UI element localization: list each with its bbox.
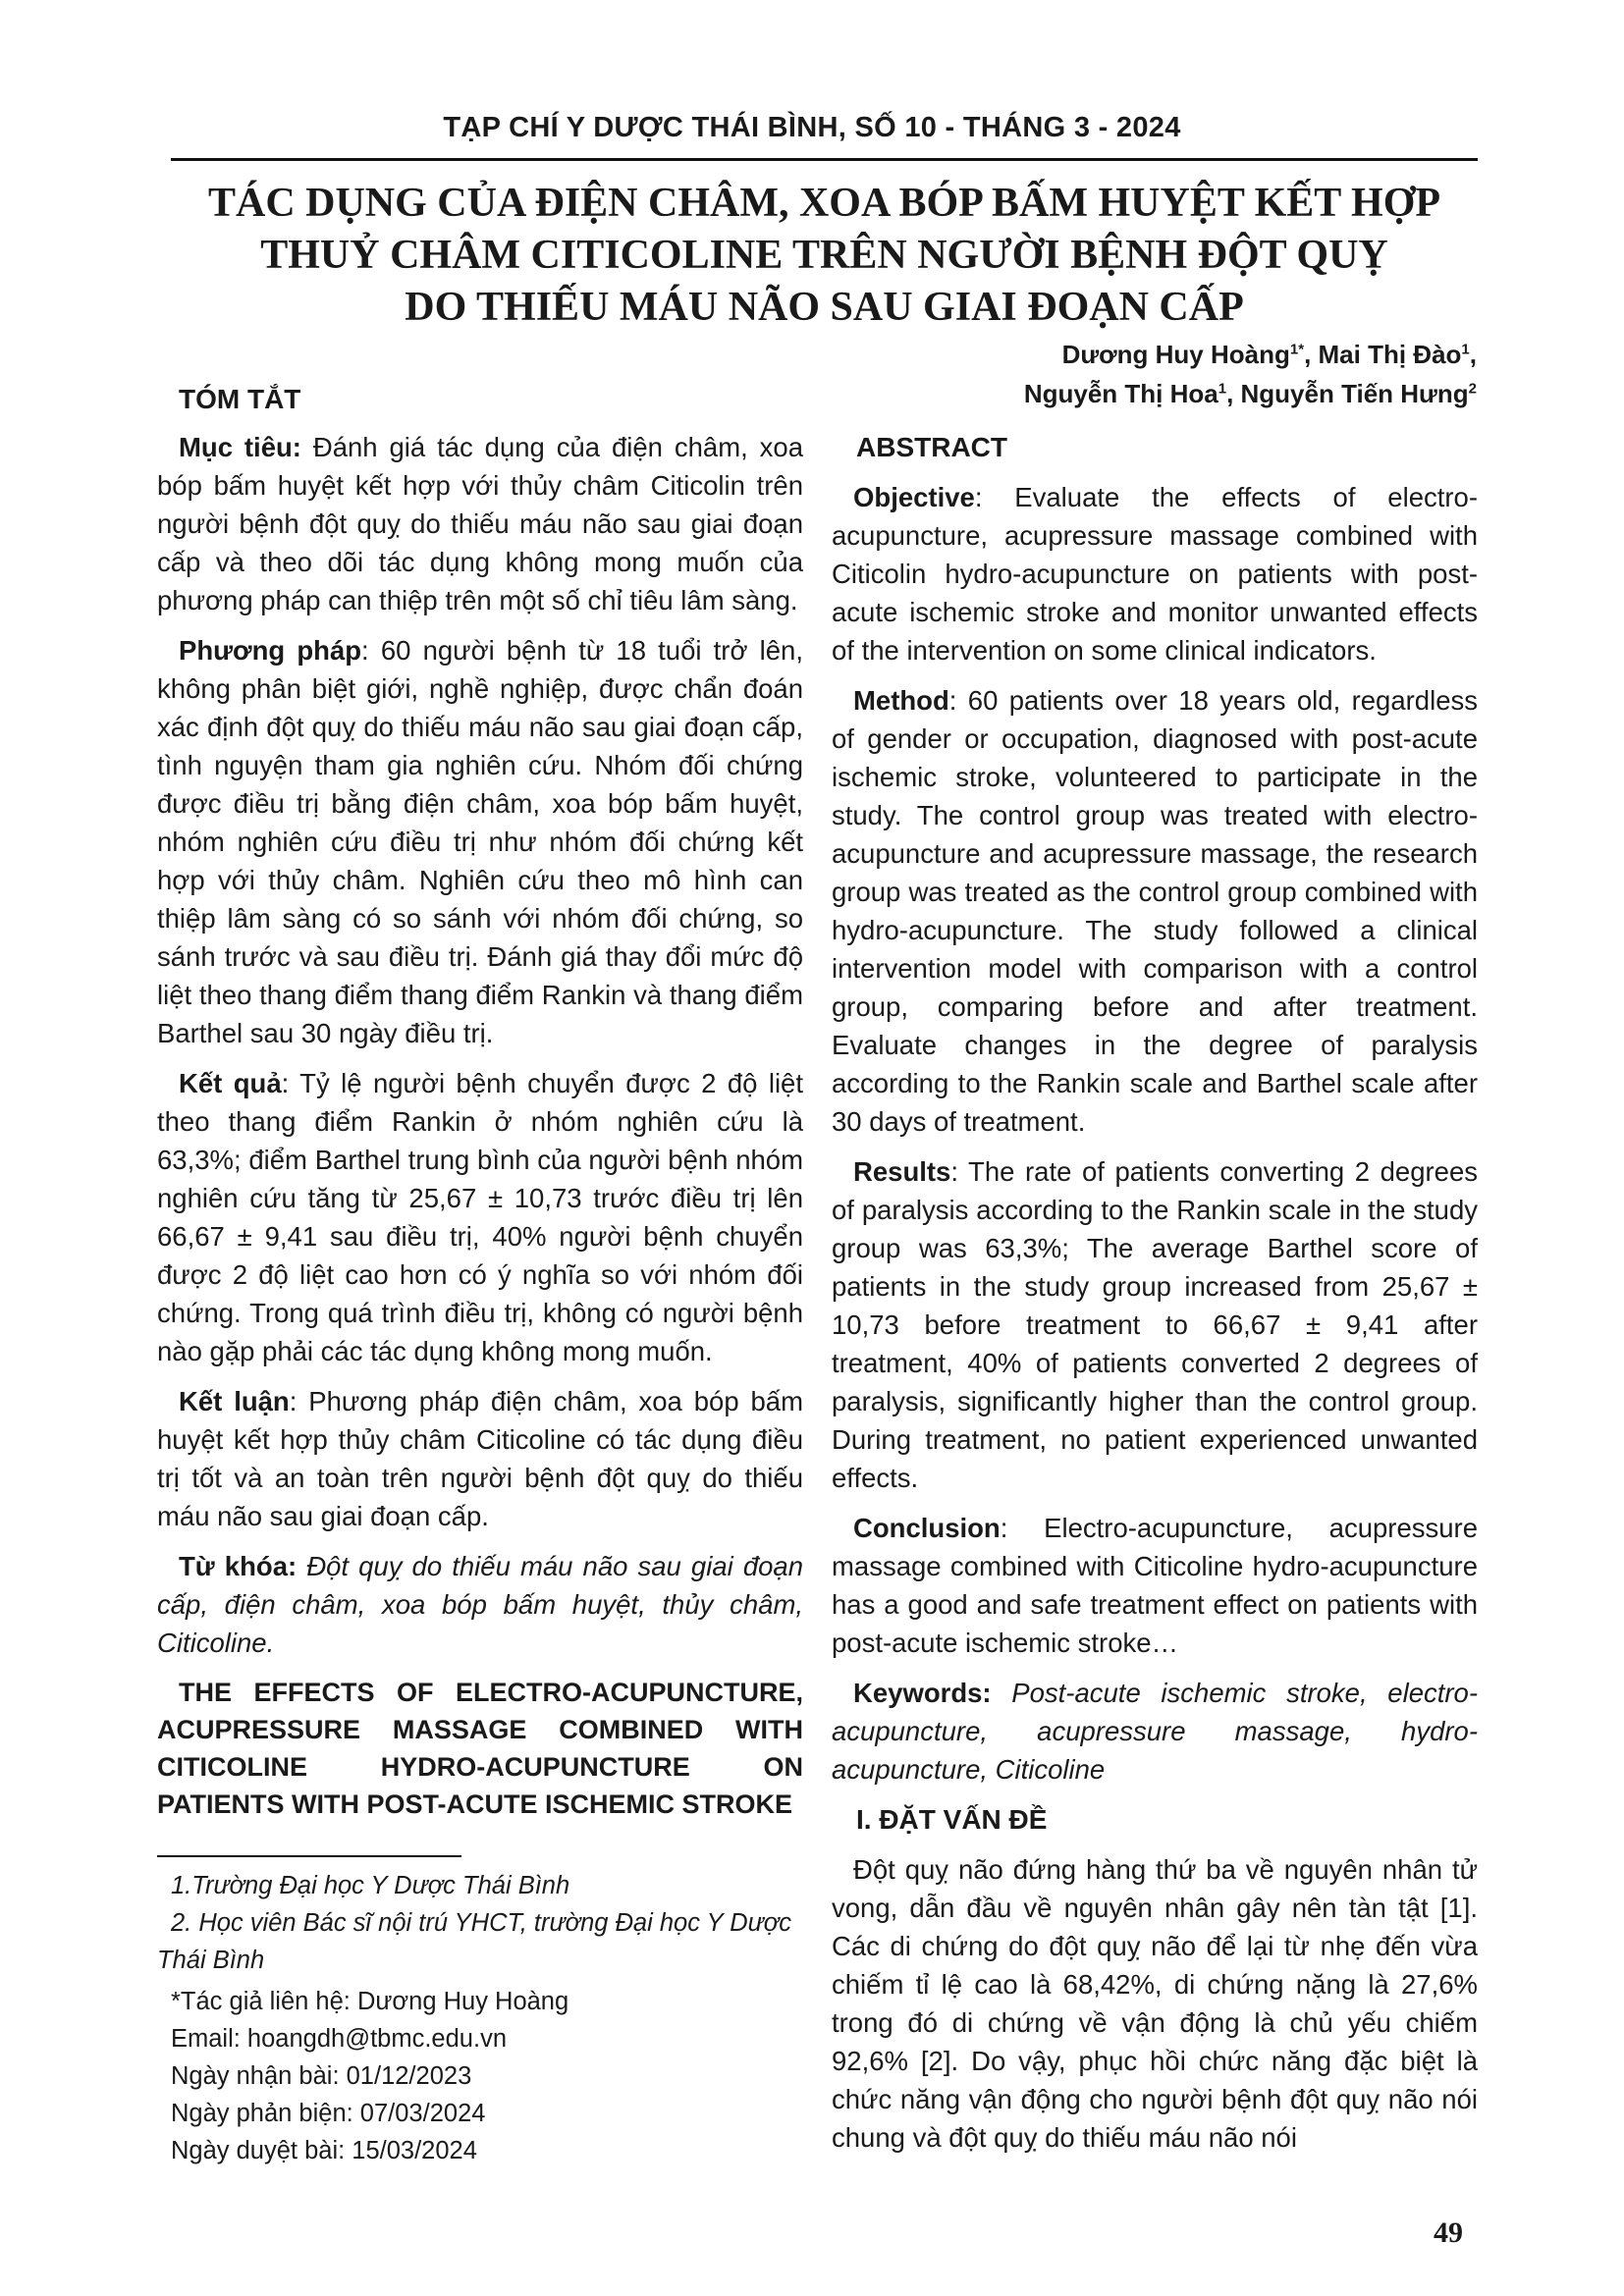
author-affiliation: 2 bbox=[1468, 380, 1477, 398]
right-column bbox=[832, 428, 1478, 2168]
date-received: Ngày nhận bài: 01/12/2023 bbox=[171, 2062, 472, 2090]
author-affiliation: 1 bbox=[1461, 341, 1470, 358]
author-name: Nguyễn Thị Hoa bbox=[1023, 379, 1218, 408]
date-accepted: Ngày duyệt bài: 15/03/2024 bbox=[171, 2137, 477, 2164]
section-1-heading: I. ĐẶT VẤN ĐỀ bbox=[856, 1804, 1048, 1835]
en-keywords: Keywords: Post-acute ischemic stroke, electro-acupuncture, acupressure massage, hydro-acupuncture, Citicoline bbox=[832, 1678, 1478, 1785]
journal-header: TẠP CHÍ Y DƯỢC THÁI BÌNH, SỐ 10 - THÁNG 3 - 2024 bbox=[443, 112, 1181, 143]
email: Email: hoangdh@tbmc.edu.vn bbox=[171, 2025, 507, 2053]
left-column bbox=[157, 380, 803, 1835]
author-line-2: Nguyễn Thị Hoa$^1$, Nguyễn Tiến Hưng$^2$ bbox=[1023, 379, 1477, 408]
header-rule bbox=[171, 158, 1478, 161]
en-conclusion: Conclusion: Electro-acupuncture, acupressure massage combined with Citicoline hydro-acupuncture has a good and safe treatment effect on patients with post-acute ischemic stroke… bbox=[832, 1513, 1478, 1658]
en-results: Results: The rate of patients converting 2 degrees of paralysis according to the Rankin scale in the study group was 63,3%; The average Barthel score of patients in the study group increased from 25,67 ± 10,73 before treatment to 66,67 ± 9,41 after treatment, 40% of patients converted 2 degrees of paralysis, significantly higher than the control group. During treatment, no patient experienced unwanted effects. bbox=[832, 1156, 1478, 1493]
corresponding-author: *Tác giả liên hệ: Dương Huy Hoàng bbox=[171, 1988, 569, 2015]
author-name: Nguyễn Tiến Hưng bbox=[1240, 379, 1469, 408]
en-abstract-heading: ABSTRACT bbox=[856, 432, 1007, 462]
author-name: Mai Thị Đào bbox=[1318, 340, 1462, 369]
author-affiliation: 1* bbox=[1289, 341, 1305, 358]
footnote-affiliation-2: 2. Học viên Bác sĩ nội trú YHCT, trường Đại học Y Dược Thái Bình bbox=[157, 1909, 791, 1974]
english-title: THE EFFECTS OF ELECTRO-ACUPUNCTURE, ACUPRESSURE MASSAGE COMBINED WITH CITICOLINE HYDRO-ACUPUNCTURE ON PATIENTS WITH POST-ACUTE ISCHEMIC STROKE bbox=[157, 1678, 803, 1819]
title-line-1: TÁC DỤNG CỦA ĐIỆN CHÂM, XOA BÓP BẤM HUYỆT KẾT HỢP bbox=[207, 181, 1441, 226]
author-name: Dương Huy Hoàng bbox=[1061, 340, 1290, 369]
date-reviewed: Ngày phản biện: 07/03/2024 bbox=[171, 2100, 486, 2127]
vi-results: Kết quả: Tỷ lệ người bệnh chuyển được 2 độ liệt theo thang điểm Rankin ở nhóm nghiên cứu là 63,3%; điểm Barthel trung bình của người bệnh nhóm nghiên cứu tăng từ 25,67 ± 10,73 trước điều trị lên 66,67 ± 9,41 sau điều trị, 40% người bệnh chuyển được 2 độ liệt cao hơn có ý nghĩa so với nhóm đối chứng. Trong quá trình điều trị, không có người bệnh nào gặp phải các tác dụng không mong muốn. bbox=[157, 1068, 803, 1366]
page-number: 49 bbox=[1434, 2216, 1463, 2249]
en-objective: Objective: Evaluate the effects of electro-acupuncture, acupressure massage combined with Citicolin hydro-acupuncture on patients with post-acute ischemic stroke and monitor unwanted effects of the intervention on some clinical indicators. bbox=[832, 482, 1478, 666]
author-affiliation: 1 bbox=[1218, 380, 1227, 398]
footnote-affiliation-1: 1.Trường Đại học Y Dược Thái Bình bbox=[171, 1872, 570, 1899]
title-line-2: THUỶ CHÂM CITICOLINE TRÊN NGƯỜI BỆNH ĐỘT QUỴ bbox=[260, 233, 1388, 278]
vi-method: Phương pháp: 60 người bệnh từ 18 tuổi trở lên, không phân biệt giới, nghề nghiệp, được chẩn đoán xác định đột quỵ do thiếu máu não sau giai đoạn cấp, tình nguyện tham gia nghiên cứu. Nhóm đối chứng được điều trị bằng điện châm, xoa bóp bấm huyệt, nhóm nghiên cứu điều trị như nhóm đối chứng kết hợp với thủy châm. Nghiên cứu theo mô hình can thiệp lâm sàng có so sánh với nhóm đối chứng, so sánh trước và sau điều trị. Đánh giá thay đổi mức độ liệt theo thang điểm thang điểm Rankin và thang điểm Barthel sau 30 ngày điều trị. bbox=[157, 635, 803, 1048]
author-line-1: Dương Huy Hoàng$^{1*}$, Mai Thị Đào$^1$, bbox=[1061, 340, 1477, 369]
vi-abstract-heading: TÓM TẮT bbox=[179, 384, 301, 414]
vi-conclusion: Kết luận: Phương pháp điện châm, xoa bóp bấm huyệt kết hợp thủy châm Citicoline có tác dụng điều trị tốt và an toàn trên người bệnh đột quỵ do thiếu máu não sau giai đoạn cấp. bbox=[157, 1386, 803, 1531]
vi-objective: Mục tiêu: Đánh giá tác dụng của điện châm, xoa bóp bấm huyệt kết hợp với thủy châm Citicolin trên người bệnh đột quỵ do thiếu máu não sau giai đoạn cấp và theo dõi tác dụng không mong muốn của phương pháp can thiệp trên một số chỉ tiêu lâm sàng. bbox=[157, 432, 803, 615]
footnotes bbox=[157, 1867, 803, 2169]
section-1-paragraph: Đột quỵ não đứng hàng thứ ba về nguyên nhân tử vong, dẫn đầu về nguyên nhân gây nên tàn tật [1]. Các di chứng do đột quỵ não để lại từ nhẹ đến vừa chiếm tỉ lệ cao là 68,42%, di chứng nặng là 27,6% trong đó di chứng về vận động là chủ yếu chiếm 92,6% [2]. Do vậy, phục hồi chức năng đặc biệt là chức năng vận động cho người bệnh đột quỵ não nói chung và đột quỵ do thiếu máu não nói bbox=[832, 1854, 1478, 2153]
article-title bbox=[171, 178, 1478, 334]
footnote-rule bbox=[157, 1855, 461, 1857]
title-line-3: DO THIẾU MÁU NÃO SAU GIAI ĐOẠN CẤP bbox=[405, 285, 1244, 330]
vi-keywords: Từ khóa: Đột quỵ do thiếu máu não sau giai đoạn cấp, điện châm, xoa bóp bấm huyệt, thủy châm, Citicoline. bbox=[157, 1551, 803, 1658]
en-method: Method: 60 patients over 18 years old, regardless of gender or occupation, diagnosed with post-acute ischemic stroke, volunteered to participate in the study. The control group was treated with electro-acupuncture and acupressure massage, the research group was treated as the control group combined with hydro-acupuncture. The study followed a clinical intervention model with comparison with a control group, comparing before and after treatment. Evaluate changes in the degree of paralysis according to the Rankin scale and Barthel scale after 30 days of treatment. bbox=[832, 685, 1478, 1137]
